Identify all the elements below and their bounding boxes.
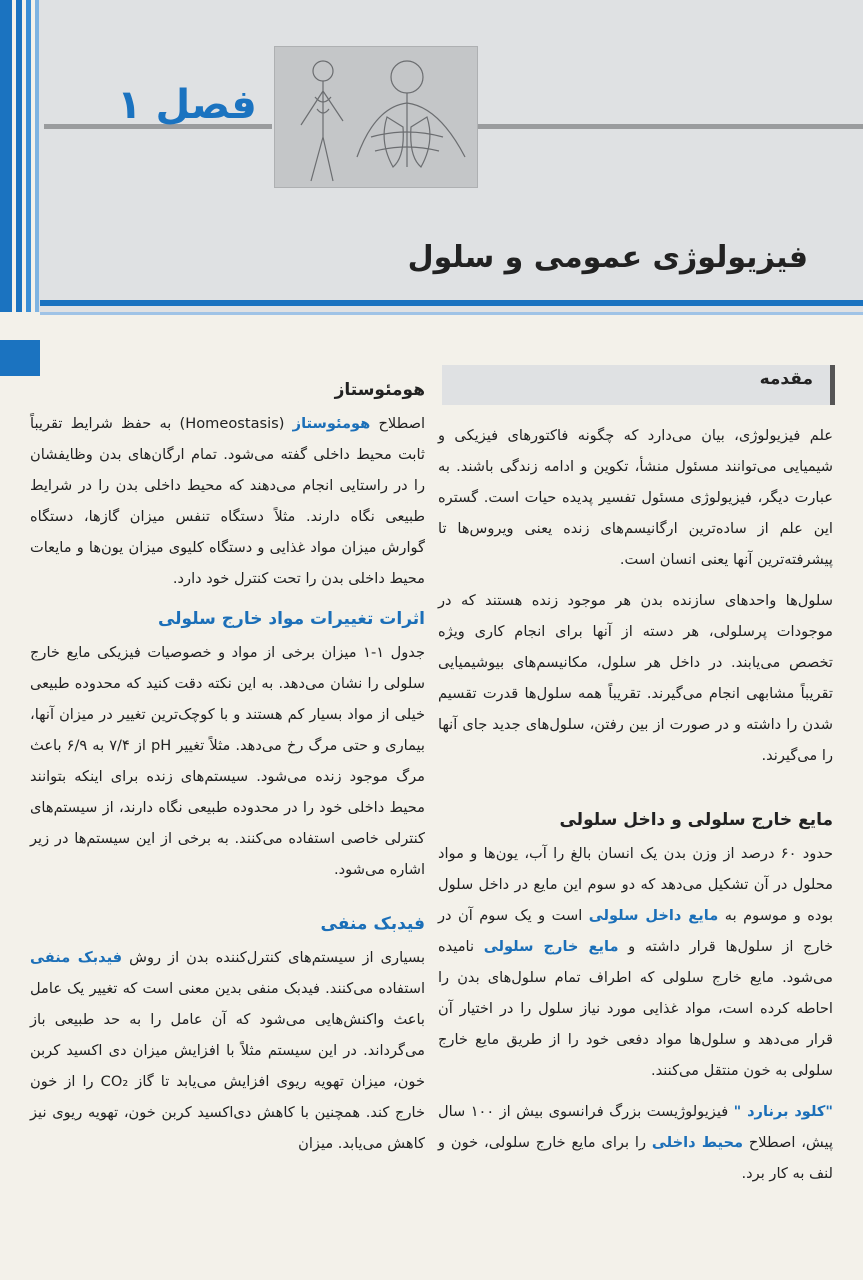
header-divider <box>40 300 863 306</box>
homeostasis-paragraph <box>30 408 425 594</box>
feedback-heading: فیدبک منفی <box>320 914 425 934</box>
header-rule-right <box>478 124 863 129</box>
right-column <box>438 420 833 1199</box>
keyword-homeostasis: هومئوستاز <box>292 415 371 432</box>
intro-paragraph-1: علم فیزیولوژی، بیان می‌دارد که چگونه فاکتورهای فیزیکی و شیمیایی می‌توانند مسئول منشأ، تکوین و ادامه زندگی باشند. به عبارت دیگر، فیزیولوژی مسئول تفسیر پدیده حیات است. گستره این علم از ساده‌ترین ارگانیسم‌های زنده یعنی ویروس‌ها تا پیشرفته‌ترین آنها یعنی انسان است. <box>438 427 833 568</box>
keyword-claude-bernard: "کلود برنارد " <box>733 1103 834 1120</box>
bernard-text-a: فیزیولوژیست بزرگ فرانسوی بیش از ۱۰۰ سال پیش، اصطلاح <box>438 1103 834 1151</box>
keyword-internal-environment: محیط داخلی <box>651 1134 743 1151</box>
header-divider-light <box>40 312 863 315</box>
feedback-text-a: بسیاری از سیستم‌های کنترل‌کننده بدن از روش <box>129 949 426 966</box>
fluid-paragraph <box>438 838 833 1086</box>
keyword-intracellular: مایع داخل سلولی <box>588 907 719 924</box>
feedback-text-b: استفاده می‌کنند. فیدبک منفی بدین معنی است که تغییر یک عامل باعث واکنش‌هایی می‌شود که آن عامل را به حد طبیعی باز می‌گرداند. در این سیستم مثلاً با افزایش میزان دی اکسید کربن خون، میزان تهویه ریوی افزایش می‌یابد تا گاز CO₂ را از خون خارج کند. همچنین با کاهش دی‌اکسید کربن خون، تهویه ریوی نیز کاهش می‌یابد. میزان <box>30 980 425 1152</box>
chapter-label: فصل ۱ <box>117 82 257 128</box>
keyword-extracellular: مایع خارج سلولی <box>483 938 619 955</box>
effects-paragraph: جدول ۱-۱ میزان برخی از مواد و خصوصیات فیزیکی مایع خارج سلولی را نشان می‌دهد. به این نکته دقت کنید که محدوده طبیعی خیلی از مواد بسیار کم هستند و با کوچک‌ترین تغییر در میزان آنها، بیماری و حتی مرگ رخ می‌دهد. مثلاً تغییر pH از ۷/۴ به ۶/۹ باعث مرگ موجود زنده می‌شود. سیستم‌های زنده برای اینکه بتوانند محیط داخلی خود را در محدوده طبیعی نگاه دارند، از سیستم‌های کنترلی خاصی استفاده می‌کنند. به برخی از این سیستم‌ها در زیر اشاره می‌شود. <box>30 644 425 878</box>
fluid-text-a: حدود ۶۰ درصد از وزن بدن یک انسان بالغ را آب، یون‌ها و مواد محلول در آن تشکیل می‌دهد که دو سوم این مایع در داخل سلول بوده و موسوم به <box>438 845 834 924</box>
decorative-stripes <box>0 0 44 312</box>
page-tab-marker <box>0 340 40 376</box>
fluid-text-c: نامیده می‌شود. مایع خارج سلولی که اطراف تمام سلول‌های بدن را احاطه کرده است، مواد غذایی مورد نیاز سلول را در اختیار آن قرار می‌دهد و سلول‌ها مواد دفعی خود را از طریق مایع خارج سلولی به خون منتقل می‌کنند. <box>438 938 833 1079</box>
fluid-heading: مایع خارج سلولی و داخل سلولی <box>559 810 833 830</box>
homeo-text-b: (Homeostasis) به حفظ شرایط تقریباً ثابت محیط داخلی گفته می‌شود. تمام ارگان‌های بدن وظایفشان را در راستایی انجام می‌دهند که محیط داخلی بدن را در شرایط طبیعی نگاه دارند. مثلاً دستگاه تنفس میزان گازها، دستگاه گوارش میزان مواد غذایی و دستگاه کلیوی میزان یون‌ها و مایعات محیط داخلی بدن را تحت کنترل خود دارد. <box>30 415 425 587</box>
page-title: فیزیولوژی عمومی و سلول <box>407 240 808 275</box>
bernard-text-b: را برای مایع خارج سلولی، خون و لنف به کار برد. <box>438 1134 833 1182</box>
homeo-text-a: اصطلاح <box>378 415 426 432</box>
feedback-paragraph <box>30 942 425 1159</box>
homeostasis-heading: هومئوستاز <box>334 380 425 400</box>
section-title: مقدمه <box>759 369 813 389</box>
anatomy-illustration <box>274 46 478 188</box>
effects-heading: اثرات تغییرات مواد خارج سلولی <box>157 609 425 629</box>
bernard-paragraph <box>438 1096 833 1189</box>
chapter-header <box>0 0 863 312</box>
fluid-text-b: است و یک سوم آن در خارج از سلول‌ها قرار داشته و <box>438 907 834 955</box>
left-column <box>30 375 425 1169</box>
intro-paragraph-2: سلول‌ها واحدهای سازنده بدن هر موجود زنده هستند که در موجودات پرسلولی، هر دسته از آنها برای انجام کاری ویژه تخصص می‌یابند. در داخل هر سلول، مکانیسم‌های بیوشیمیایی تقریباً مشابهی انجام می‌گیرند. تقریباً همه سلول‌ها قدرت تقسیم شدن را داشته و در صورت از بین رفتن، سلول‌های جدید جای آنها را می‌گیرند. <box>438 592 833 764</box>
keyword-negative-feedback: فیدبک منفی <box>30 949 123 966</box>
